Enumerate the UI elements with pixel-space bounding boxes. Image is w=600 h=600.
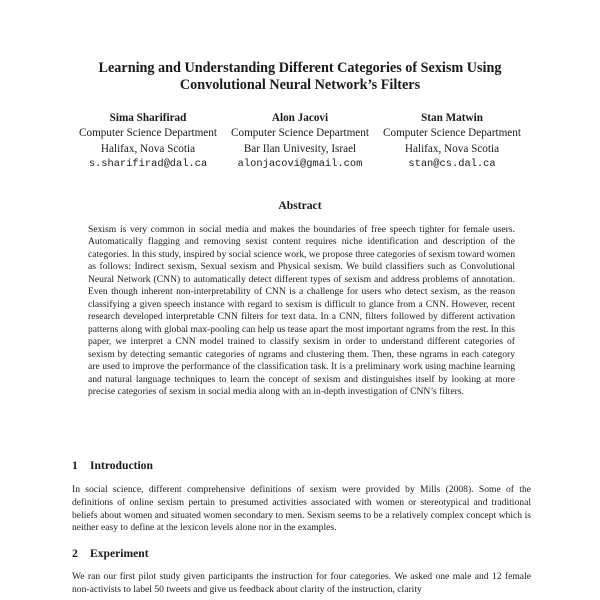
author-email: s.sharifirad@dal.ca bbox=[88, 157, 208, 170]
author-location: Halifax, Nova Scotia bbox=[100, 142, 196, 155]
section-text-introduction: In social science, different comprehensive definitions of sexism were provided by Mills (2008). Some of the definitions of online sexism pertain to presumed activities associated with women or stereotypical and traditional beliefs about women and situated women secondary to men. Sexism seems to be a relatively complex concept which is neither easy to define at the lexicon levels alone nor in the examples. bbox=[72, 484, 531, 534]
section-heading-introduction bbox=[72, 459, 153, 472]
author-name: Alon Jacovi bbox=[271, 112, 329, 124]
section-number: 1 bbox=[72, 459, 78, 472]
section-title: Introduction bbox=[90, 459, 153, 472]
author-affiliation: Computer Science Department bbox=[231, 127, 369, 140]
author-affiliation: Computer Science Department bbox=[79, 127, 217, 140]
paper-title: Learning and Understanding Different Categories of Sexism Using Convolutional Neural Network’s Filters bbox=[98, 60, 502, 93]
section-number: 2 bbox=[72, 547, 78, 560]
abstract-heading: Abstract bbox=[278, 199, 322, 212]
abstract-text: Sexism is very common in social media and makes the boundaries of free speech tighter for female users. Automatically flagging and removing sexist content requires niche identification and description of the categories. In this study, inspired by social science work, we propose three categories of sexism toward women as follows: Indirect sexism, Sexual sexism and Physical sexism. We build classifiers such as Convolutional Neural Network (CNN) to automatically detect different types of sexism and address problems of annotation. Even though inherent non-interpretability of CNN is a challenge for users who detect sexism, as the reason classifying a given speech instance with regard to sexism is difficult to glance from a CNN. However, recent research developed interpretable CNN filters for text data. In a CNN, filters followed by different activation patterns along with global max-pooling can help us tease apart the most important ngrams from the rest. In this paper, we interpret a CNN model trained to classify sexism in order to understand different categories of sexism by detecting semantic categories of ngrams and clustering them. Then, these ngrams in each category are used to improve the performance of the classification task. It is a preliminary work using machine learning and natural language techniques to learn the concept of sexism and distinguishes itself by looking at more precise categories of sexism in social media along with an in-depth investigation of CNN’s filters. bbox=[88, 224, 515, 398]
author-block bbox=[68, 111, 228, 172]
author-email: stan@cs.dal.ca bbox=[408, 157, 496, 170]
section-title: Experiment bbox=[90, 547, 149, 560]
author-email: alonjacovi@gmail.com bbox=[237, 157, 363, 170]
author-block bbox=[220, 111, 380, 172]
author-affiliation: Computer Science Department bbox=[383, 127, 521, 140]
section-text-experiment: We ran our first pilot study given participants the instruction for four categories. We asked one male and 12 female non-activists to label 50 tweets and give us feedback about clarity of the instruction, clarity bbox=[72, 571, 531, 595]
author-location: Halifax, Nova Scotia bbox=[404, 142, 500, 155]
author-location: Bar Ilan Univesity, Israel bbox=[243, 142, 357, 155]
author-block bbox=[372, 111, 532, 172]
author-name: Sima Sharifirad bbox=[109, 112, 187, 124]
author-name: Stan Matwin bbox=[421, 112, 483, 124]
section-heading-experiment bbox=[72, 547, 149, 560]
